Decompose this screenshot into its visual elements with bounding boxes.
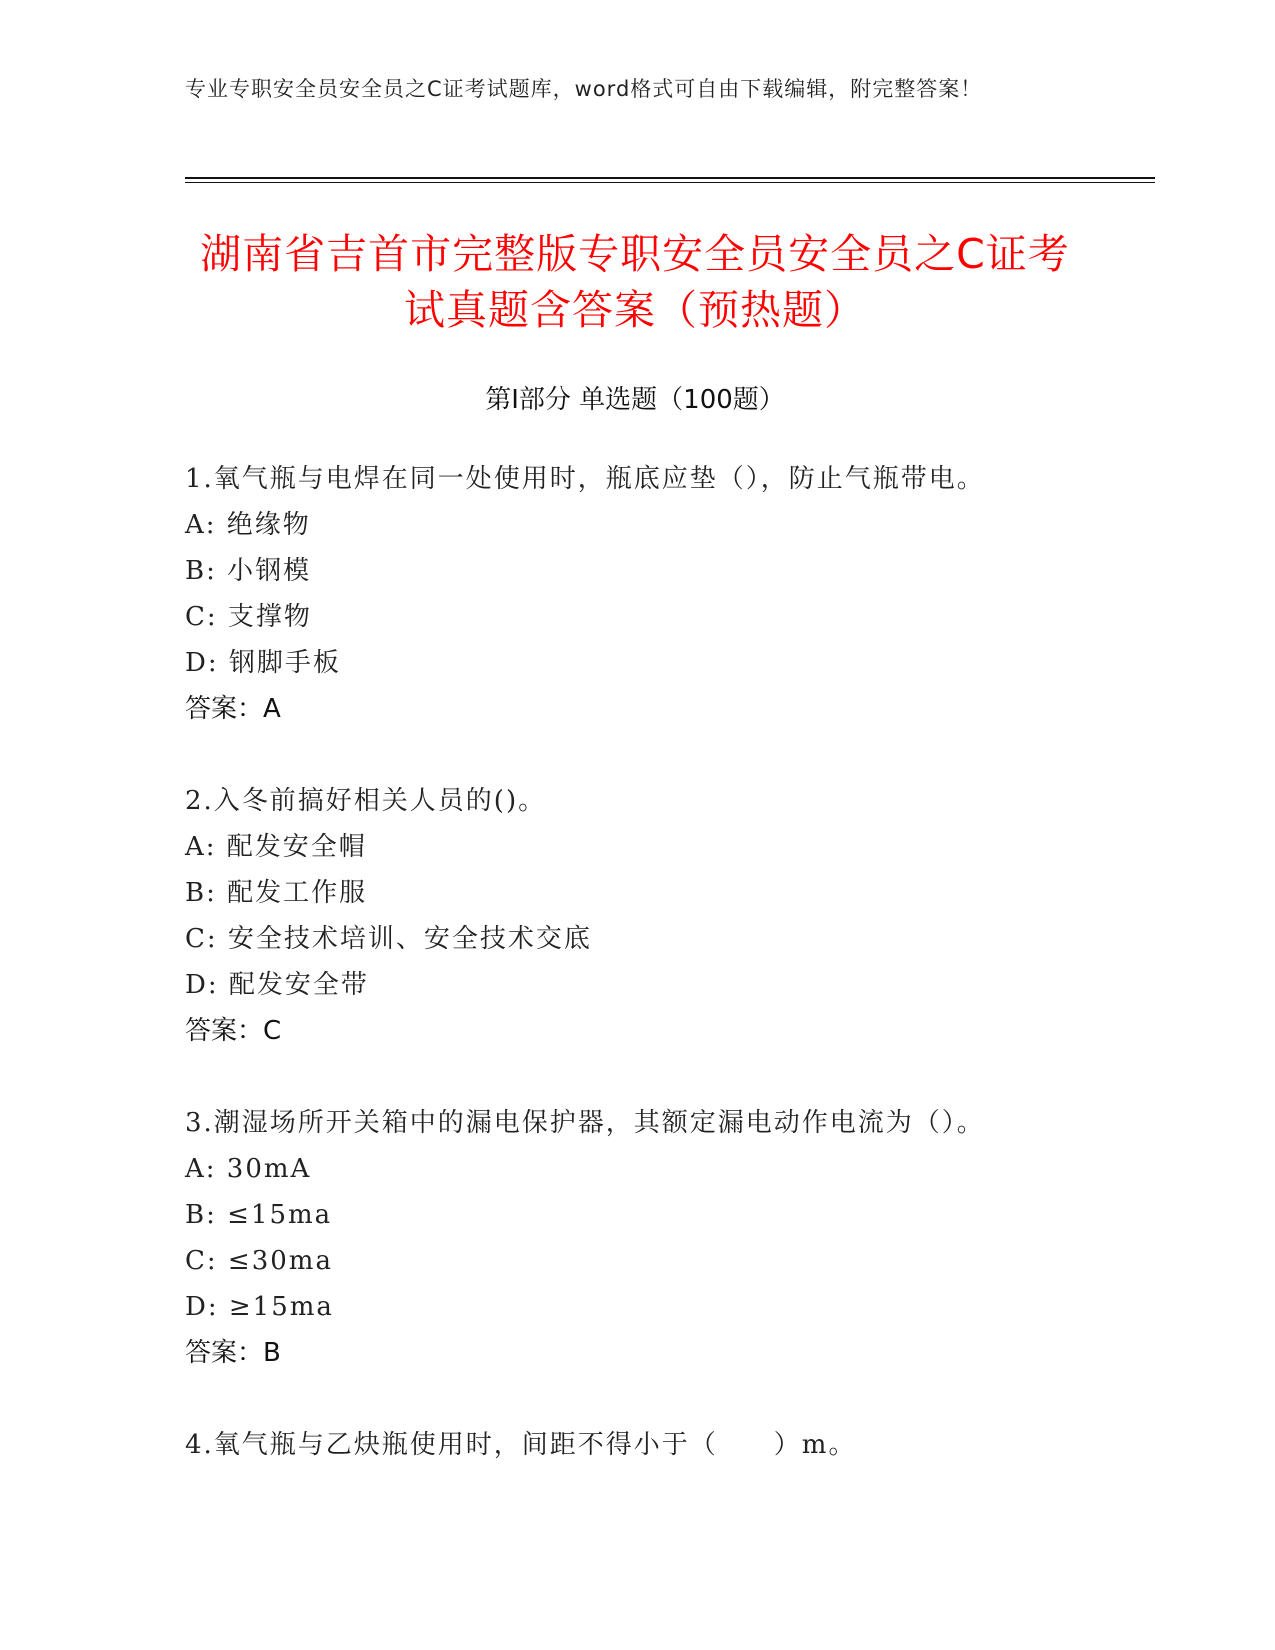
question-stem: 3.潮湿场所开关箱中的漏电保护器，其额定漏电动作电流为（）。 bbox=[185, 1108, 985, 1138]
answer: 答案：C bbox=[185, 1016, 282, 1046]
option-c: C: ≤30ma bbox=[185, 1246, 333, 1276]
question-stem: 2.入冬前搞好相关人员的()。 bbox=[185, 786, 547, 816]
option-c: C: 支撑物 bbox=[185, 602, 312, 632]
question-2 bbox=[185, 784, 1145, 1060]
option-d: D: ≥15ma bbox=[185, 1292, 334, 1322]
option-b: B: 小钢模 bbox=[185, 556, 312, 586]
option-a: A: 30mA bbox=[185, 1154, 312, 1184]
document-title: 湖南省吉首市完整版专职安全员安全员之C证考试真题含答案（预热题） bbox=[200, 230, 1070, 334]
answer: 答案：B bbox=[185, 1338, 281, 1368]
question-stem: 1.氧气瓶与电焊在同一处使用时，瓶底应垫（），防止气瓶带电。 bbox=[185, 464, 985, 494]
option-b: B: ≤15ma bbox=[185, 1200, 333, 1230]
header-divider-thick bbox=[185, 177, 1155, 179]
answer: 答案：A bbox=[185, 694, 281, 724]
option-d: D: 钢脚手板 bbox=[185, 648, 341, 678]
question-stem: 4.氧气瓶与乙炔瓶使用时，间距不得小于（ ）m。 bbox=[185, 1430, 857, 1460]
option-b: B: 配发工作服 bbox=[185, 878, 368, 908]
question-1 bbox=[185, 462, 1145, 738]
option-d: D: 配发安全带 bbox=[185, 970, 369, 1000]
question-3 bbox=[185, 1106, 1145, 1382]
header-divider-thin bbox=[185, 182, 1155, 183]
option-a: A: 绝缘物 bbox=[185, 510, 311, 540]
header-note: 专业专职安全员安全员之C证考试题库，word格式可自由下载编辑，附完整答案！ bbox=[185, 77, 983, 101]
option-a: A: 配发安全帽 bbox=[185, 832, 367, 862]
question-4 bbox=[185, 1428, 1145, 1474]
section-heading: 第Ⅰ部分 单选题（100题） bbox=[485, 385, 785, 415]
option-c: C: 安全技术培训、安全技术交底 bbox=[185, 924, 592, 954]
